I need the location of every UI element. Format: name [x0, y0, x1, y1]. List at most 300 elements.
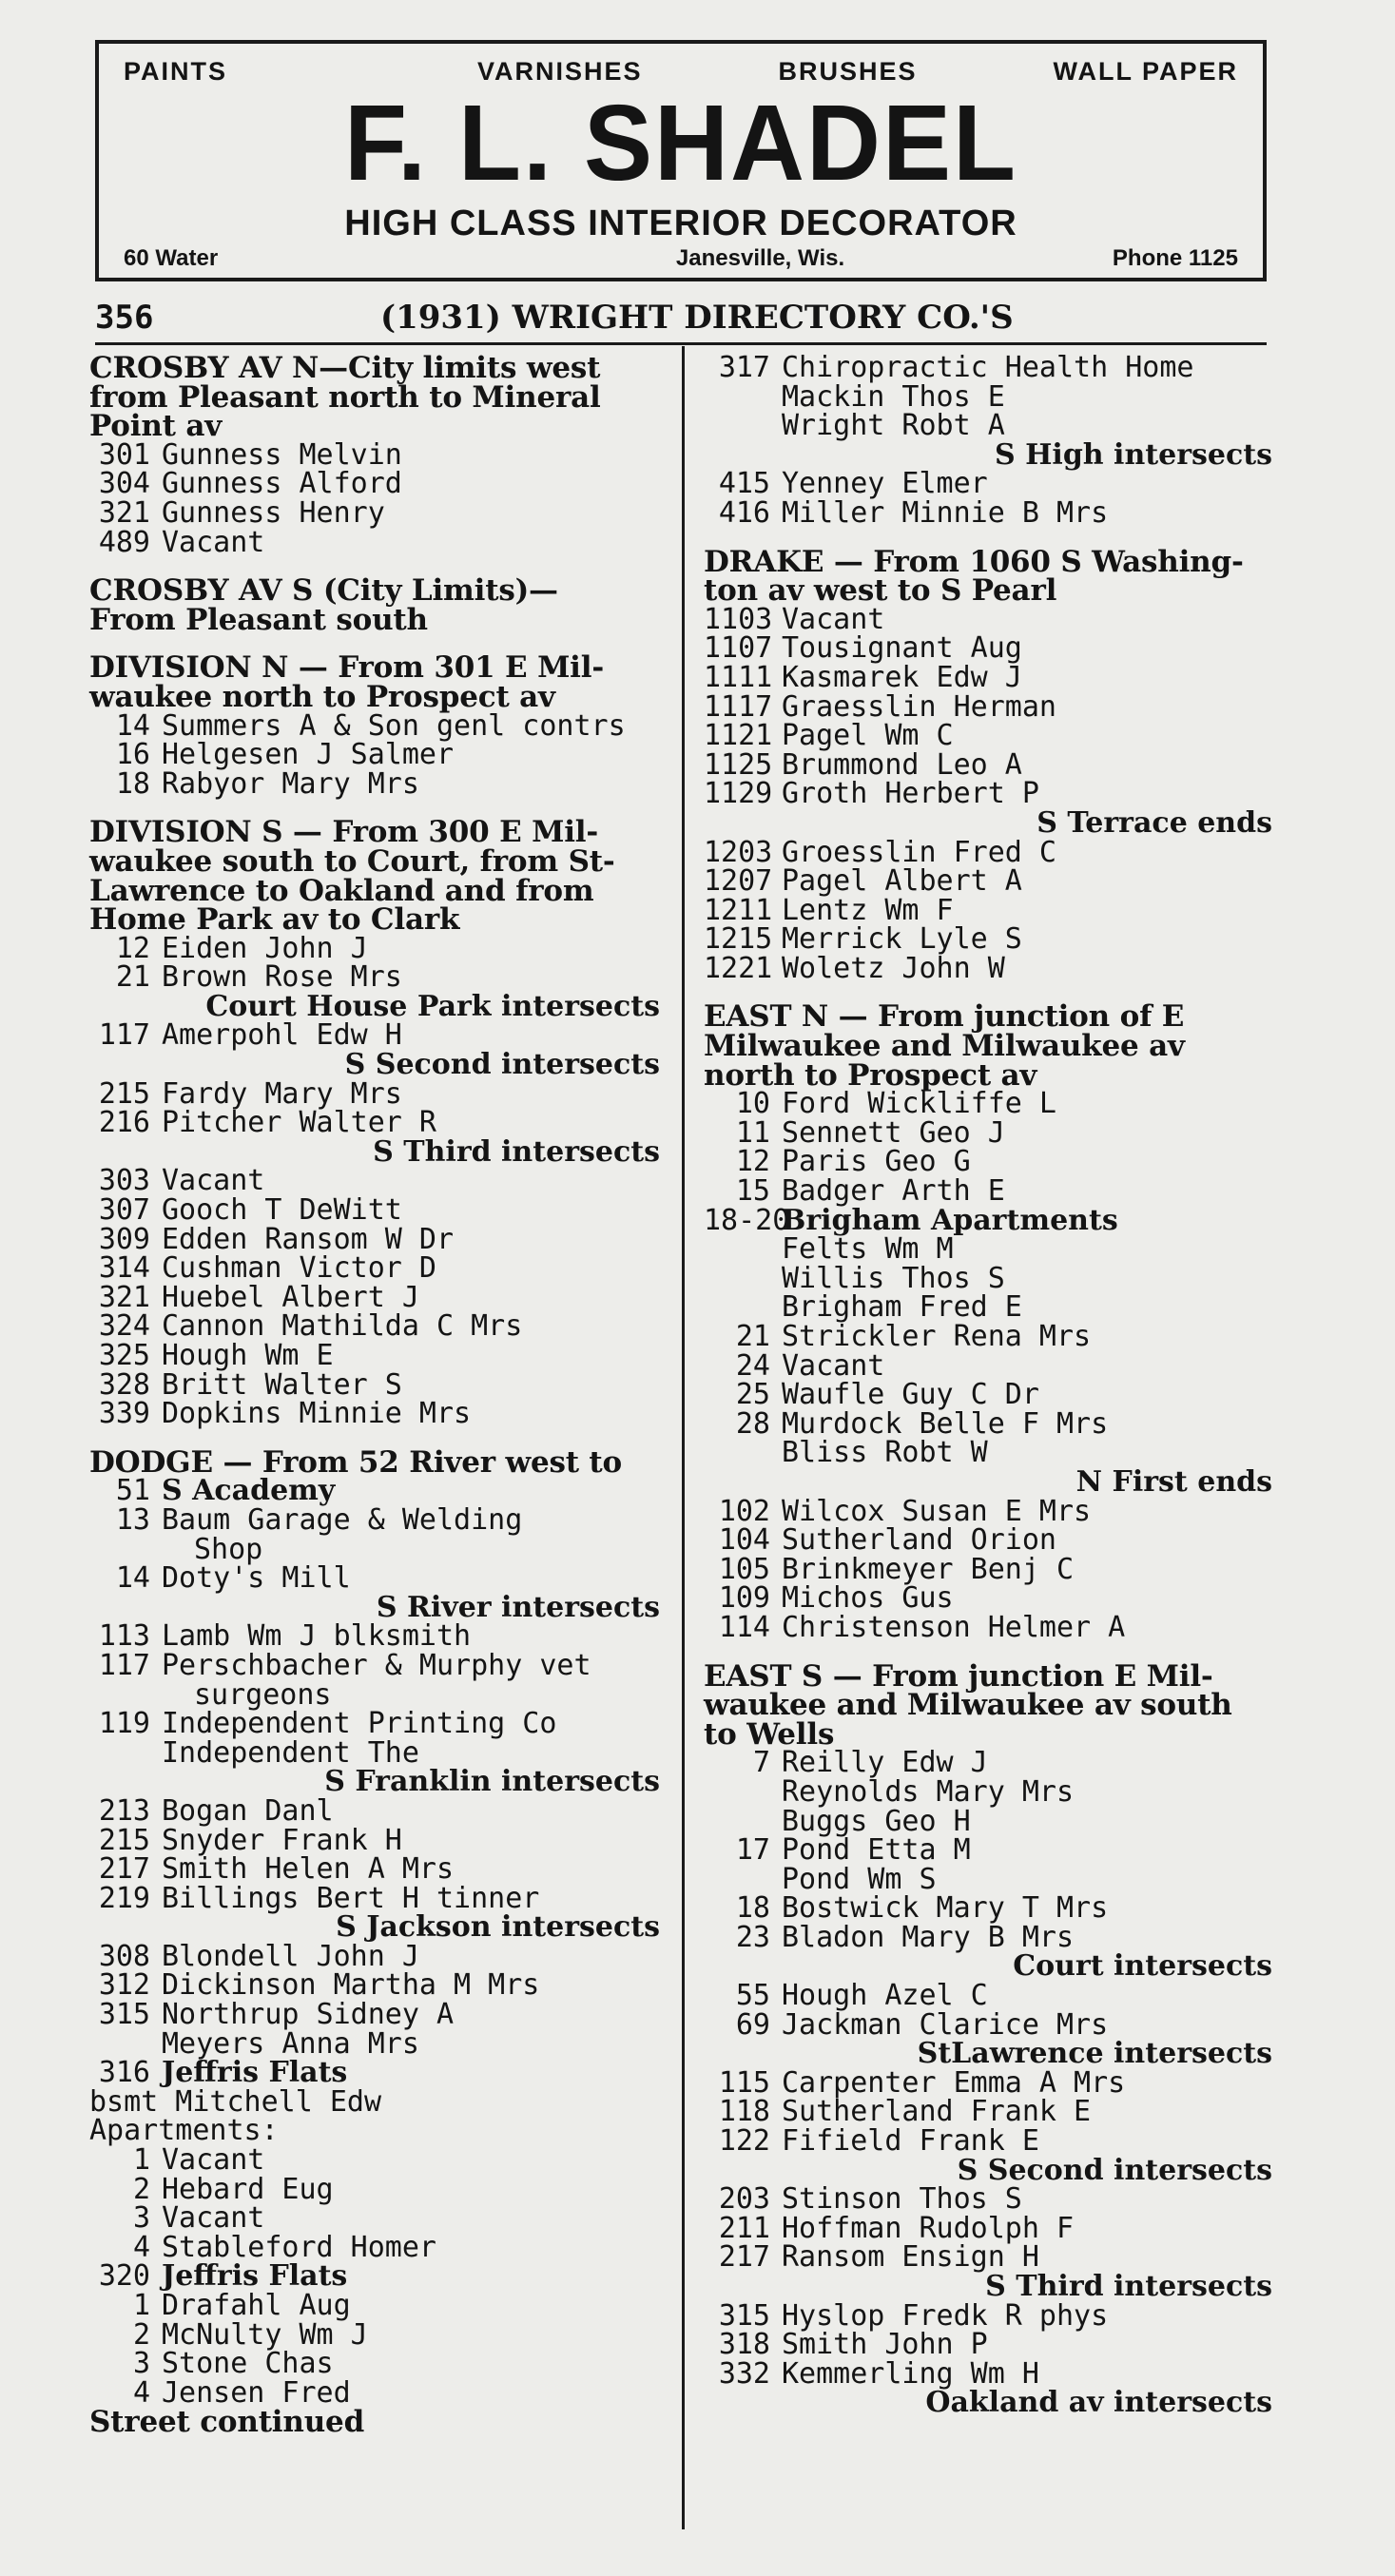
- house-number: 318: [718, 2328, 770, 2362]
- page-header: [95, 295, 1267, 345]
- directory-entry: [89, 1309, 662, 1344]
- directory-entry: [89, 1164, 662, 1198]
- house-number: 25: [735, 1378, 770, 1412]
- directory-entry: [704, 351, 1274, 384]
- resident-name: Stinson Thos S: [782, 2182, 1022, 2217]
- directory-entry: [89, 1251, 662, 1286]
- directory-entry: [704, 660, 1274, 694]
- intersection-note: Oakland av intersects: [925, 2386, 1272, 2420]
- resident-name: Hoffman Rudolph F: [782, 2211, 1075, 2245]
- directory-entry: [89, 437, 662, 472]
- house-number: 1203: [704, 835, 773, 869]
- directory-entry: [704, 2124, 1274, 2159]
- house-number: 12: [735, 1145, 770, 1179]
- directory-entry: [89, 1939, 662, 1973]
- directory-entry: [704, 1174, 1274, 1209]
- directory-entry: [89, 1502, 662, 1537]
- house-number: 24: [735, 1348, 770, 1383]
- resident-name: Kemmerling Wm H: [782, 2356, 1039, 2391]
- house-number: 10: [735, 1087, 770, 1121]
- resident-name: Woletz John W: [782, 951, 1005, 985]
- directory-entry: [89, 1222, 662, 1256]
- street-heading: DIVISION N — From 301 E Mil-: [89, 650, 605, 686]
- directory-entry: [704, 2211, 1274, 2245]
- resident-name: Chiropractic Health Home: [782, 351, 1194, 384]
- house-number: 1117: [704, 689, 773, 724]
- directory-entry: [704, 2298, 1274, 2333]
- house-number: 308: [98, 1939, 150, 1973]
- ad-product-paints: PAINTS: [124, 57, 228, 86]
- directory-entry: [704, 2095, 1274, 2129]
- street-heading: waukee south to Court, from St-: [89, 843, 615, 879]
- directory-entry: [89, 1619, 662, 1654]
- directory-entry: [704, 1920, 1274, 1954]
- house-number: 21: [115, 960, 150, 995]
- directory-entry: [704, 1378, 1274, 1412]
- intersection-note: Court intersects: [1013, 1949, 1272, 1984]
- house-number: 332: [718, 2356, 770, 2391]
- resident-name: Brown Rose Mrs: [162, 960, 402, 995]
- ad-address: 60 Water: [124, 245, 219, 271]
- directory-entry: Mackin Thos E: [782, 379, 1005, 414]
- resident-name: Vacant: [162, 2143, 265, 2178]
- house-number: 23: [735, 1920, 770, 1954]
- street-heading: EAST S — From junction E Mil-: [704, 1658, 1213, 1694]
- resident-name: Kasmarek Edw J: [782, 660, 1022, 694]
- resident-name: Christenson Helmer A: [782, 1610, 1126, 1644]
- intersection-note: S Terrace ends: [1037, 805, 1272, 840]
- house-number: 109: [718, 1581, 770, 1616]
- resident-name: Gunness Alford: [162, 467, 402, 501]
- street-heading: Home Park av to Clark: [89, 902, 460, 938]
- house-number: 304: [98, 467, 150, 501]
- resident-name: Independent Printing Co: [162, 1707, 557, 1741]
- directory-entry: [704, 747, 1274, 782]
- house-number: 211: [718, 2211, 770, 2245]
- resident-name: Amerpohl Edw H: [162, 1018, 402, 1053]
- directory-entry: [704, 1115, 1274, 1150]
- intersection-note: S River intersects: [376, 1590, 660, 1624]
- directory-entry: [704, 2065, 1274, 2100]
- street-heading: waukee and Milwaukee av south: [704, 1688, 1232, 1723]
- house-number: 118: [718, 2095, 770, 2129]
- resident-name: Lentz Wm F: [782, 893, 954, 927]
- house-number: 17: [735, 1833, 770, 1868]
- directory-entry: [89, 2230, 662, 2264]
- directory-entry: [89, 1367, 662, 1402]
- directory-entry: [704, 1746, 1274, 1780]
- house-number: 309: [98, 1222, 150, 1256]
- house-number: 1107: [704, 631, 773, 666]
- directory-entry: [704, 1552, 1274, 1586]
- house-number: 1129: [704, 777, 773, 811]
- resident-name: Pagel Wm C: [782, 719, 954, 753]
- street-heading: ton av west to S Pearl: [704, 573, 1057, 609]
- resident-name: Vacant: [162, 525, 265, 559]
- directory-entry: [89, 2259, 662, 2294]
- resident-name: Helgesen J Salmer: [162, 738, 455, 772]
- house-number: 51: [115, 1474, 150, 1508]
- directory-entry: [704, 467, 1274, 501]
- directory-entry: [704, 1833, 1274, 1868]
- ad-city: Janesville, Wis.: [675, 245, 845, 271]
- directory-entry: [89, 2172, 662, 2206]
- house-number: 219: [98, 1881, 150, 1915]
- resident-name: Hough Wm E: [162, 1339, 334, 1372]
- house-number: 16: [115, 738, 150, 772]
- house-number: 301: [98, 437, 150, 472]
- street-heading: From Pleasant south: [89, 602, 428, 637]
- column-divider: [682, 346, 685, 2529]
- house-number: 316: [98, 2056, 150, 2090]
- resident-name: Huebel Albert J: [162, 1280, 419, 1314]
- house-number: 117: [98, 1018, 150, 1053]
- house-number: 4: [132, 2375, 150, 2410]
- directory-entry: [89, 2201, 662, 2236]
- house-number: 69: [735, 2007, 770, 2042]
- ad-product-varnishes: VARNISHES: [476, 57, 643, 86]
- intersection-note: Court House Park intersects: [205, 989, 660, 1023]
- resident-name: Waufle Guy C Dr: [782, 1378, 1039, 1412]
- house-number: 1221: [704, 951, 773, 985]
- resident-name: Doty's Mill: [162, 1561, 351, 1596]
- intersection-note: S Second intersects: [344, 1048, 660, 1082]
- resident-name: Bogan Danl: [162, 1793, 334, 1828]
- directory-entry: [704, 631, 1274, 666]
- house-number: 215: [98, 1076, 150, 1111]
- house-number: 314: [98, 1251, 150, 1286]
- directory-entry: [89, 525, 662, 559]
- directory-entry: [89, 1793, 662, 1828]
- resident-name: Strickler Rena Mrs: [782, 1320, 1092, 1353]
- directory-entry: [89, 1106, 662, 1140]
- street-heading: DRAKE — From 1060 S Washing-: [704, 544, 1244, 579]
- resident-name: McNulty Wm J: [162, 2317, 368, 2352]
- directory-entry: [704, 1891, 1274, 1926]
- street-heading: CROSBY AV S (City Limits)—: [89, 573, 558, 609]
- resident-name: Tousignant Aug: [782, 631, 1022, 666]
- resident-name: Miller Minnie B Mrs: [782, 495, 1109, 530]
- house-number: 13: [115, 1502, 150, 1537]
- directory-entry: [89, 960, 662, 995]
- left-column: [89, 351, 662, 2440]
- house-number: 18: [115, 766, 150, 801]
- directory-entry: [89, 1339, 662, 1372]
- house-number: 28: [735, 1406, 770, 1441]
- house-number: 18: [735, 1891, 770, 1926]
- directory-entry: Felts Wm M: [782, 1232, 954, 1267]
- resident-name: Perschbacher & Murphy vet: [162, 1648, 591, 1682]
- house-number: 321: [98, 1280, 150, 1314]
- house-number: 1121: [704, 719, 773, 753]
- directory-entry: [704, 1581, 1274, 1616]
- house-number: 315: [718, 2298, 770, 2333]
- intersection-note: S Second intersects: [957, 2153, 1272, 2187]
- house-number: 104: [718, 1523, 770, 1558]
- right-column: [704, 351, 1274, 2420]
- house-number: 55: [735, 1979, 770, 2013]
- resident-name: Hebard Eug: [162, 2172, 334, 2206]
- entry-continuation: surgeons: [194, 1677, 332, 1712]
- resident-name: Britt Walter S: [162, 1367, 402, 1402]
- resident-name: Brummond Leo A: [782, 747, 1022, 782]
- entry-continuation: Shop: [194, 1532, 263, 1566]
- house-number: 1: [132, 2289, 150, 2322]
- resident-name: Vacant: [782, 602, 885, 636]
- house-number: 1: [132, 2143, 150, 2178]
- directory-entry: [89, 1561, 662, 1596]
- house-number: 3: [132, 2347, 150, 2381]
- directory-entry: [704, 689, 1274, 724]
- resident-name: Stone Chas: [162, 2347, 334, 2381]
- ad-contact-row: [124, 245, 1238, 272]
- resident-name: Brinkmeyer Benj C: [782, 1552, 1075, 1586]
- resident-name: Hyslop Fredk R phys: [782, 2298, 1109, 2333]
- directory-entry: [704, 1523, 1274, 1558]
- house-number: 15: [735, 1174, 770, 1209]
- resident-name: Vacant: [162, 1164, 265, 1198]
- resident-name: Billings Bert H tinner: [162, 1881, 540, 1915]
- resident-name: Baum Garage & Welding: [162, 1502, 523, 1537]
- directory-entry: [89, 467, 662, 501]
- house-number: 215: [98, 1823, 150, 1857]
- advertisement-box: [95, 40, 1267, 281]
- resident-name: S Academy: [162, 1474, 336, 1508]
- house-number: 105: [718, 1552, 770, 1586]
- resident-name: Eiden John J: [162, 931, 368, 965]
- directory-entry: [704, 495, 1274, 530]
- intersection-note: S Jackson intersects: [336, 1910, 660, 1945]
- resident-name: Fardy Mary Mrs: [162, 1076, 402, 1111]
- resident-name: Yenney Elmer: [782, 467, 988, 501]
- directory-entry: [89, 1018, 662, 1053]
- street-heading: to Wells: [704, 1716, 835, 1752]
- house-number: 320: [98, 2259, 150, 2294]
- house-number: 21: [735, 1320, 770, 1353]
- resident-name: Sutherland Frank E: [782, 2095, 1092, 2129]
- directory-entry: [89, 1397, 662, 1431]
- ad-tagline: HIGH CLASS INTERIOR DECORATOR: [344, 203, 1017, 243]
- resident-name: Cannon Mathilda C Mrs: [162, 1309, 523, 1344]
- directory-entry: [704, 951, 1274, 985]
- directory-entry: [89, 2317, 662, 2352]
- resident-name: Murdock Belle F Mrs: [782, 1406, 1109, 1441]
- resident-name: Carpenter Emma A Mrs: [782, 2065, 1126, 2100]
- directory-entry: [704, 1610, 1274, 1644]
- directory-entry: [704, 1203, 1274, 1237]
- resident-name: Smith Helen A Mrs: [162, 1852, 455, 1887]
- directory-entry: [89, 495, 662, 530]
- directory-entry: [704, 2328, 1274, 2362]
- intersection-note: N First ends: [1075, 1464, 1272, 1499]
- directory-entry: [704, 1087, 1274, 1121]
- resident-name: Jeffris Flats: [162, 2259, 348, 2294]
- house-number: 14: [115, 1561, 150, 1596]
- resident-name: Stableford Homer: [162, 2230, 436, 2264]
- resident-name: Michos Gus: [782, 1581, 954, 1616]
- street-heading: DIVISION S — From 300 E Mil-: [89, 815, 599, 850]
- directory-entry: [704, 2182, 1274, 2217]
- directory-entry: Wright Robt A: [782, 409, 1005, 443]
- street-heading: CROSBY AV N—City limits west: [89, 351, 601, 385]
- directory-entry: [704, 1145, 1274, 1179]
- house-number: 325: [98, 1339, 150, 1372]
- resident-name: Wilcox Susan E Mrs: [782, 1494, 1092, 1528]
- house-number: 1215: [704, 922, 773, 957]
- directory-entry: [704, 922, 1274, 957]
- resident-name: Bladon Mary B Mrs: [782, 1920, 1075, 1954]
- house-number: 3: [132, 2201, 150, 2236]
- street-heading: waukee north to Prospect av: [89, 679, 555, 714]
- house-number: 2: [132, 2317, 150, 2352]
- resident-name: Groth Herbert P: [782, 777, 1039, 811]
- resident-name: Gooch T DeWitt: [162, 1193, 402, 1228]
- resident-name: Pitcher Walter R: [162, 1106, 436, 1140]
- house-number: 1111: [704, 660, 773, 694]
- directory-entry: [89, 1968, 662, 2003]
- house-number: 489: [98, 525, 150, 559]
- house-number: 102: [718, 1494, 770, 1528]
- street-heading: DODGE — From 52 River west to: [89, 1444, 623, 1480]
- resident-name: Cushman Victor D: [162, 1251, 436, 1286]
- resident-name: Summers A & Son genl contrs: [162, 708, 626, 743]
- intersection-note: StLawrence intersects: [917, 2037, 1272, 2071]
- resident-name: Sennett Geo J: [782, 1115, 1005, 1150]
- house-number: 4: [132, 2230, 150, 2264]
- house-number: 217: [718, 2240, 770, 2275]
- page-number: 356: [95, 299, 154, 337]
- resident-name: Pagel Albert A: [782, 864, 1022, 899]
- directory-entry: [704, 1979, 1274, 2013]
- directory-entry: [89, 1648, 662, 1682]
- house-number: 307: [98, 1193, 150, 1228]
- house-number: 312: [98, 1968, 150, 2003]
- directory-entry: bsmt Mitchell Edw: [89, 2084, 382, 2119]
- directory-entry: [89, 1280, 662, 1314]
- resident-name: Bostwick Mary T Mrs: [782, 1891, 1109, 1926]
- house-number: 339: [98, 1397, 150, 1431]
- directory-entry: Pond Wm S: [782, 1862, 937, 1896]
- house-number: 303: [98, 1164, 150, 1198]
- directory-entry: [704, 1320, 1274, 1353]
- directory-entry: [704, 777, 1274, 811]
- house-number: 14: [115, 708, 150, 743]
- house-number: 416: [718, 495, 770, 530]
- house-number: 216: [98, 1106, 150, 1140]
- house-number: 115: [718, 2065, 770, 2100]
- resident-name: Pond Etta M: [782, 1833, 971, 1868]
- directory-entry: [704, 1494, 1274, 1528]
- directory-entry: [89, 1193, 662, 1228]
- house-number: 415: [718, 467, 770, 501]
- resident-name: Reilly Edw J: [782, 1746, 988, 1780]
- directory-entry: [89, 931, 662, 965]
- resident-name: Badger Arth E: [782, 1174, 1005, 1209]
- resident-name: Sutherland Orion: [782, 1523, 1056, 1558]
- directory-entry: [89, 1998, 662, 2032]
- directory-entry: [89, 2143, 662, 2178]
- resident-name: Smith John P: [782, 2328, 988, 2362]
- directory-entry: Independent The: [162, 1735, 419, 1770]
- directory-entry: [704, 1348, 1274, 1383]
- directory-entry: [704, 1406, 1274, 1441]
- directory-entry: Reynolds Mary Mrs: [782, 1774, 1075, 1809]
- directory-entry: [704, 893, 1274, 927]
- resident-name: Northrup Sidney A: [162, 1998, 455, 2032]
- house-number: 203: [718, 2182, 770, 2217]
- house-number: 2: [132, 2172, 150, 2206]
- house-number: 18-20: [704, 1203, 790, 1237]
- resident-name: Rabyor Mary Mrs: [162, 766, 419, 801]
- resident-name: Vacant: [162, 2201, 265, 2236]
- page-title: (1931) WRIGHT DIRECTORY CO.'S: [380, 299, 1014, 337]
- directory-entry: Bliss Robt W: [782, 1436, 988, 1470]
- house-number: 213: [98, 1793, 150, 1828]
- directory-entry: [704, 719, 1274, 753]
- resident-name: Blondell John J: [162, 1939, 419, 1973]
- house-number: 217: [98, 1852, 150, 1887]
- resident-name: Fifield Frank E: [782, 2124, 1039, 2159]
- directory-entry: [89, 2375, 662, 2410]
- resident-name: Jackman Clarice Mrs: [782, 2007, 1109, 2042]
- resident-name: Gunness Henry: [162, 495, 385, 530]
- resident-name: Graesslin Herman: [782, 689, 1056, 724]
- resident-name: Hough Azel C: [782, 1979, 988, 2013]
- directory-entry: [89, 2289, 662, 2322]
- directory-entry: [89, 1852, 662, 1887]
- street-heading: from Pleasant north to Mineral: [89, 379, 601, 415]
- directory-entry: [704, 602, 1274, 636]
- directory-entry: [89, 1881, 662, 1915]
- house-number: 328: [98, 1367, 150, 1402]
- directory-entry: [704, 2007, 1274, 2042]
- resident-name: Groesslin Fred C: [782, 835, 1056, 869]
- house-number: 315: [98, 1998, 150, 2032]
- resident-name: Jeffris Flats: [162, 2056, 348, 2090]
- street-heading: EAST N — From junction of E: [704, 999, 1185, 1035]
- resident-name: Ford Wickliffe L: [782, 1087, 1056, 1121]
- house-number: 1211: [704, 893, 773, 927]
- directory-entry: [704, 835, 1274, 869]
- house-number: 12: [115, 931, 150, 965]
- directory-entry: [89, 766, 662, 801]
- intersection-note: S Third intersects: [985, 2270, 1272, 2303]
- directory-entry: [704, 864, 1274, 899]
- street-heading: Point av: [89, 409, 223, 444]
- directory-entry: [89, 1707, 662, 1741]
- resident-name: Snyder Frank H: [162, 1823, 402, 1857]
- resident-name: Dickinson Martha M Mrs: [162, 1968, 540, 2003]
- house-number: 113: [98, 1619, 150, 1654]
- resident-name: Drafahl Aug: [162, 2289, 351, 2322]
- street-heading: north to Prospect av: [704, 1057, 1037, 1093]
- street-heading: Lawrence to Oakland and from: [89, 873, 594, 908]
- house-number: 324: [98, 1309, 150, 1344]
- directory-entry: Apartments:: [89, 2114, 279, 2148]
- street-heading: Milwaukee and Milwaukee av: [704, 1029, 1185, 1064]
- directory-entry: Brigham Fred E: [782, 1290, 1022, 1325]
- house-number: 1125: [704, 747, 773, 782]
- directory-entry: [89, 1823, 662, 1857]
- house-number: 119: [98, 1707, 150, 1741]
- resident-name: Merrick Lyle S: [782, 922, 1022, 957]
- directory-entry: [89, 708, 662, 743]
- resident-name: Paris Geo G: [782, 1145, 971, 1179]
- house-number: 321: [98, 495, 150, 530]
- house-number: 122: [718, 2124, 770, 2159]
- house-number: 1103: [704, 602, 773, 636]
- directory-entry: [89, 1076, 662, 1111]
